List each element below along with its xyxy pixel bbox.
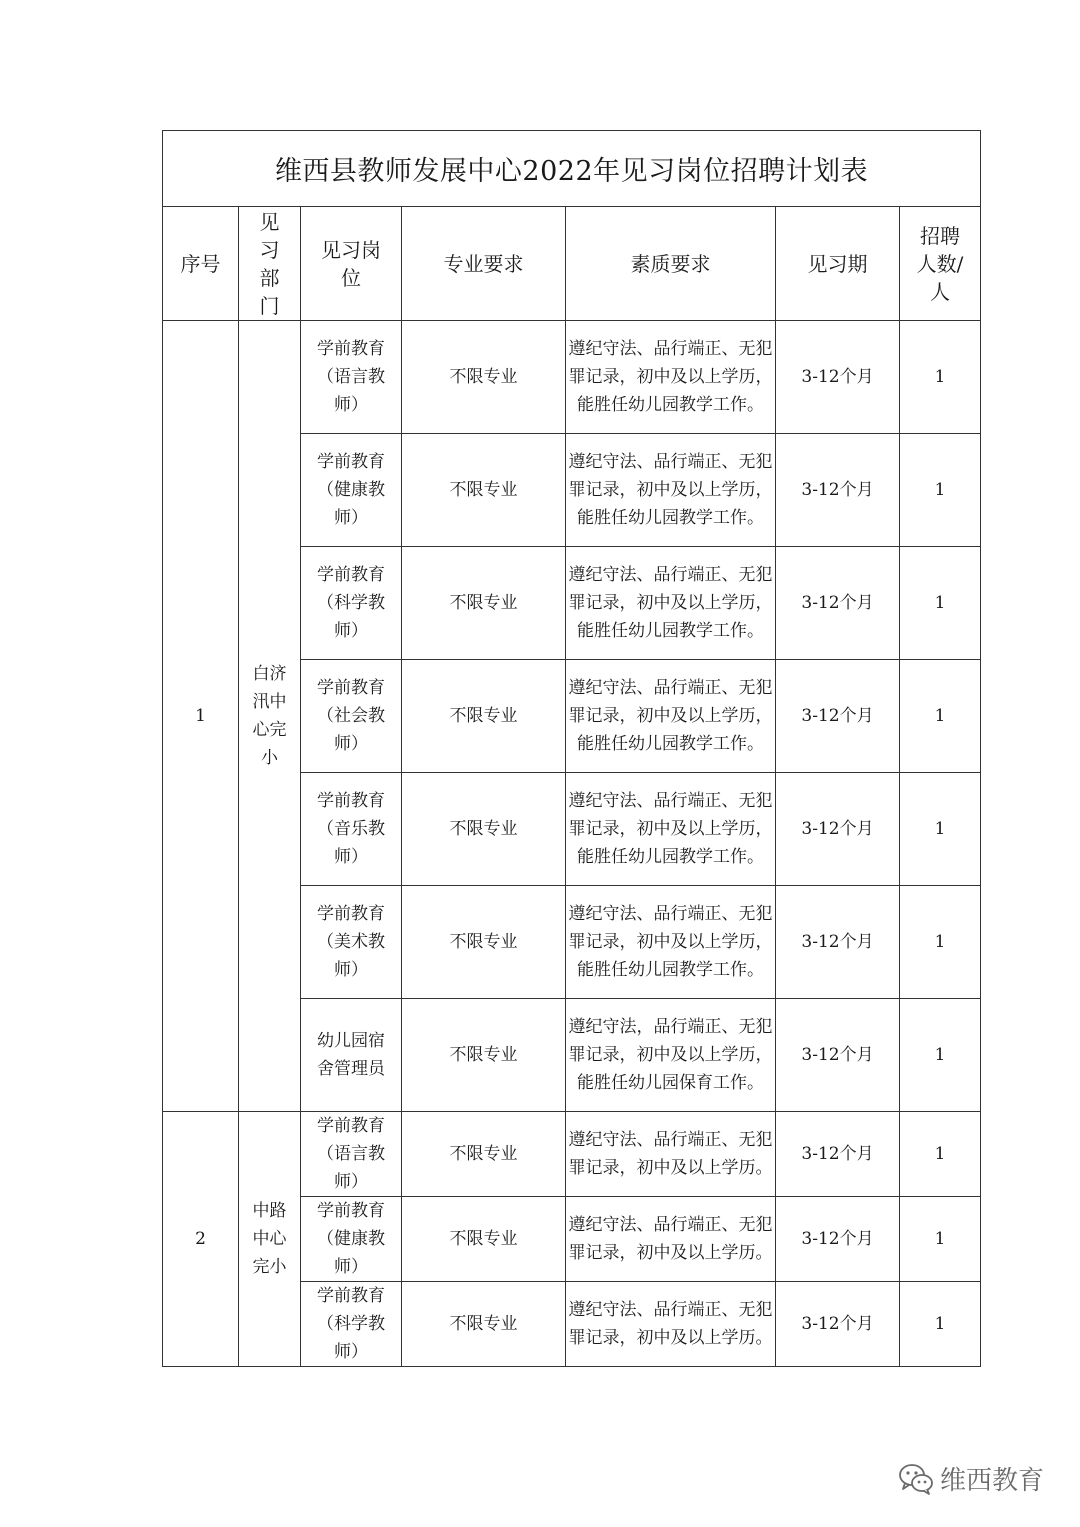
recruitment-plan-table — [162, 130, 981, 1367]
major-cell: 不限专业 — [402, 660, 566, 773]
dept-name: 白济汛中心完小 — [252, 664, 287, 768]
position-cell: 幼儿园宿舍管理员 — [301, 999, 402, 1112]
table-body — [163, 321, 981, 1367]
quality-cell: 遵纪守法、品行端正、无犯罪记录，初中及以上学历，能胜任幼儿园教学工作。 — [566, 547, 776, 660]
quality-cell: 遵纪守法、品行端正、无犯罪记录，初中及以上学历，能胜任幼儿园教学工作。 — [566, 660, 776, 773]
position-cell: 学前教育（科学教师） — [301, 547, 402, 660]
header-dept-label: 见习部门 — [259, 209, 280, 318]
count-cell: 1 — [900, 1282, 981, 1367]
quality-cell: 遵纪守法，品行端正、无犯罪记录，初中及以上学历，能胜任幼儿园保育工作。 — [566, 999, 776, 1112]
major-cell: 不限专业 — [402, 547, 566, 660]
major-cell: 不限专业 — [402, 321, 566, 434]
quality-cell: 遵纪守法、品行端正、无犯罪记录，初中及以上学历。 — [566, 1282, 776, 1367]
major-cell: 不限专业 — [402, 1112, 566, 1197]
major-cell: 不限专业 — [402, 434, 566, 547]
quality-cell: 遵纪守法、品行端正、无犯罪记录，初中及以上学历，能胜任幼儿园教学工作。 — [566, 434, 776, 547]
count-cell: 1 — [900, 434, 981, 547]
period-cell: 3-12个月 — [776, 1112, 900, 1197]
period-cell: 3-12个月 — [776, 999, 900, 1112]
count-cell: 1 — [900, 999, 981, 1112]
position-cell: 学前教育（音乐教师） — [301, 773, 402, 886]
header-dept — [239, 207, 301, 321]
table-row — [163, 321, 981, 434]
quality-cell: 遵纪守法、品行端正、无犯罪记录，初中及以上学历。 — [566, 1197, 776, 1282]
period-cell: 3-12个月 — [776, 886, 900, 999]
period-cell: 3-12个月 — [776, 660, 900, 773]
header-seq: 序号 — [163, 207, 239, 321]
count-cell: 1 — [900, 547, 981, 660]
wechat-icon — [898, 1463, 934, 1495]
period-cell: 3-12个月 — [776, 547, 900, 660]
period-cell: 3-12个月 — [776, 773, 900, 886]
position-cell: 学前教育（社会教师） — [301, 660, 402, 773]
major-cell: 不限专业 — [402, 999, 566, 1112]
count-cell: 1 — [900, 773, 981, 886]
major-cell: 不限专业 — [402, 886, 566, 999]
count-cell: 1 — [900, 660, 981, 773]
table-row — [163, 1112, 981, 1197]
count-cell: 1 — [900, 886, 981, 999]
quality-cell: 遵纪守法、品行端正、无犯罪记录，初中及以上学历，能胜任幼儿园教学工作。 — [566, 773, 776, 886]
major-cell: 不限专业 — [402, 1197, 566, 1282]
count-cell: 1 — [900, 1197, 981, 1282]
dept-name: 中路中心完小 — [252, 1201, 287, 1277]
quality-cell: 遵纪守法、品行端正、无犯罪记录，初中及以上学历，能胜任幼儿园教学工作。 — [566, 321, 776, 434]
major-cell: 不限专业 — [402, 773, 566, 886]
quality-cell: 遵纪守法、品行端正、无犯罪记录，初中及以上学历，能胜任幼儿园教学工作。 — [566, 886, 776, 999]
position-cell: 学前教育（语言教师） — [301, 1112, 402, 1197]
dept-cell — [239, 1112, 301, 1367]
watermark — [898, 1460, 1044, 1497]
header-count: 招聘人数/人 — [900, 207, 981, 321]
position-cell: 学前教育（科学教师） — [301, 1282, 402, 1367]
header-position: 见习岗位 — [301, 207, 402, 321]
period-cell: 3-12个月 — [776, 1282, 900, 1367]
position-cell: 学前教育（美术教师） — [301, 886, 402, 999]
header-quality: 素质要求 — [566, 207, 776, 321]
seq-cell: 1 — [163, 321, 239, 1112]
header-period: 见习期 — [776, 207, 900, 321]
dept-cell — [239, 321, 301, 1112]
major-cell: 不限专业 — [402, 1282, 566, 1367]
seq-cell: 2 — [163, 1112, 239, 1367]
period-cell: 3-12个月 — [776, 434, 900, 547]
count-cell: 1 — [900, 1112, 981, 1197]
position-cell: 学前教育（语言教师） — [301, 321, 402, 434]
period-cell: 3-12个月 — [776, 1197, 900, 1282]
table-title: 维西县教师发展中心2022年见习岗位招聘计划表 — [163, 131, 981, 207]
header-row — [163, 207, 981, 321]
header-major: 专业要求 — [402, 207, 566, 321]
quality-cell: 遵纪守法、品行端正、无犯罪记录，初中及以上学历。 — [566, 1112, 776, 1197]
period-cell: 3-12个月 — [776, 321, 900, 434]
count-cell: 1 — [900, 321, 981, 434]
position-cell: 学前教育（健康教师） — [301, 1197, 402, 1282]
recruitment-plan-sheet — [162, 130, 981, 1367]
position-cell: 学前教育（健康教师） — [301, 434, 402, 547]
watermark-text: 维西教育 — [940, 1466, 1045, 1496]
